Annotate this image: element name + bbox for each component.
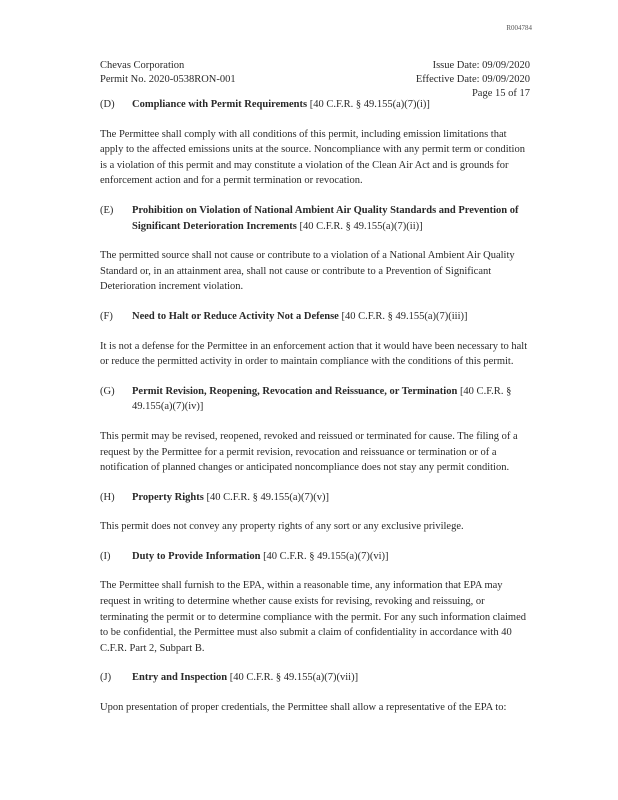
section-title: Permit Revision, Reopening, Revocation and Reissuance, or Termination (132, 385, 458, 397)
section-heading-i (100, 549, 532, 565)
document-id: R004784 (506, 24, 532, 32)
section-body-g: This permit may be revised, reopened, revoked and reissued or terminated for cause. The filing of a request by the Permittee for a permit revision, revocation and reissuance or termination or of a notification of planned changes or anticipated noncompliance does not stay any permit condition. (100, 430, 518, 474)
section-label: (G) (100, 385, 115, 397)
section-heading-h (100, 490, 532, 506)
section-body-j: Upon presentation of proper credentials, the Permittee shall allow a representative of the EPA to: (100, 702, 507, 714)
header-row-1 (100, 59, 530, 73)
effective-date: Effective Date: 09/09/2020 (415, 74, 530, 85)
page-number: Page 15 of 17 (471, 88, 530, 99)
document-body (100, 97, 532, 730)
section-citation: [40 C.F.R. § 49.155(a)(7)(vi)] (263, 550, 389, 562)
permit-number: Permit No. 2020-0538RON-001 (100, 74, 236, 85)
header-row-2 (100, 73, 530, 87)
section-citation: [40 C.F.R. § 49.155(a)(7)(i)] (309, 99, 430, 110)
section-title: Entry and Inspection (132, 672, 228, 684)
section-label: (I) (100, 550, 111, 562)
section-title: Duty to Provide Information (132, 550, 261, 562)
company-name: Chevas Corporation (100, 60, 185, 71)
section-citation: [40 C.F.R. § 49.155(a)(7)(ii)] (299, 220, 423, 232)
section-title: Prohibition on Violation of National Ambient Air Quality Standards and Prevention of Significant Deterioration Increments (132, 204, 519, 232)
section-title: Need to Halt or Reduce Activity Not a Defense (132, 310, 339, 322)
issue-date: Issue Date: 09/09/2020 (432, 60, 530, 71)
section-heading-j (100, 670, 532, 686)
section-title: Compliance with Permit Requirements (132, 99, 308, 110)
section-label: (E) (100, 204, 114, 216)
section-label: (F) (100, 310, 113, 322)
page-header (100, 59, 530, 101)
section-body-i: The Permittee shall furnish to the EPA, within a reasonable time, any information that EPA may request in writing to determine whether cause exists for revising, revoking and reissuing, or terminating the permit or to determine compliance with the permit. For any such information claimed to be confidential, the Permittee must also submit a claim of confidentiality in accordance with 40 C.F.R. Part 2, Subpart B. (100, 580, 527, 654)
section-title: Property Rights (132, 491, 204, 503)
section-citation: [40 C.F.R. § 49.155(a)(7)(v)] (206, 491, 329, 503)
section-body-f: It is not a defense for the Permittee in an enforcement action that it would have been necessary to halt or reduce the permitted activity in order to maintain compliance with the conditions of this permit. (100, 340, 528, 368)
section-heading-d (100, 97, 532, 113)
section-citation: [40 C.F.R. § 49.155(a)(7)(vii)] (229, 672, 359, 684)
section-label: (D) (100, 99, 115, 110)
section-body-h: This permit does not convey any property rights of any sort or any exclusive privilege. (100, 521, 464, 533)
section-body-e: The permitted source shall not cause or contribute to a violation of a National Ambient Air Quality Standard or, in an attainment area, shall not cause or contribute to a Prevention of Significant Deterioration increment violation. (100, 250, 515, 293)
section-citation: [40 C.F.R. § 49.155(a)(7)(iii)] (341, 310, 468, 322)
section-label: (J) (100, 672, 112, 684)
section-heading-f (100, 309, 532, 325)
section-heading-g (100, 384, 532, 415)
section-body-d: The Permittee shall comply with all conditions of this permit, including emission limitations that apply to the affected emissions units at the source. Noncompliance with any permit term or condition is a violation of this permit and may constitute a violation of the Clean Air Act and is grounds for enforcement action and for a permit termination or revocation. (100, 128, 525, 187)
section-heading-e (100, 203, 532, 234)
section-label: (H) (100, 491, 115, 503)
section-citation: [40 C.F.R. § 49.155(a)(7)(iv)] (132, 385, 512, 413)
